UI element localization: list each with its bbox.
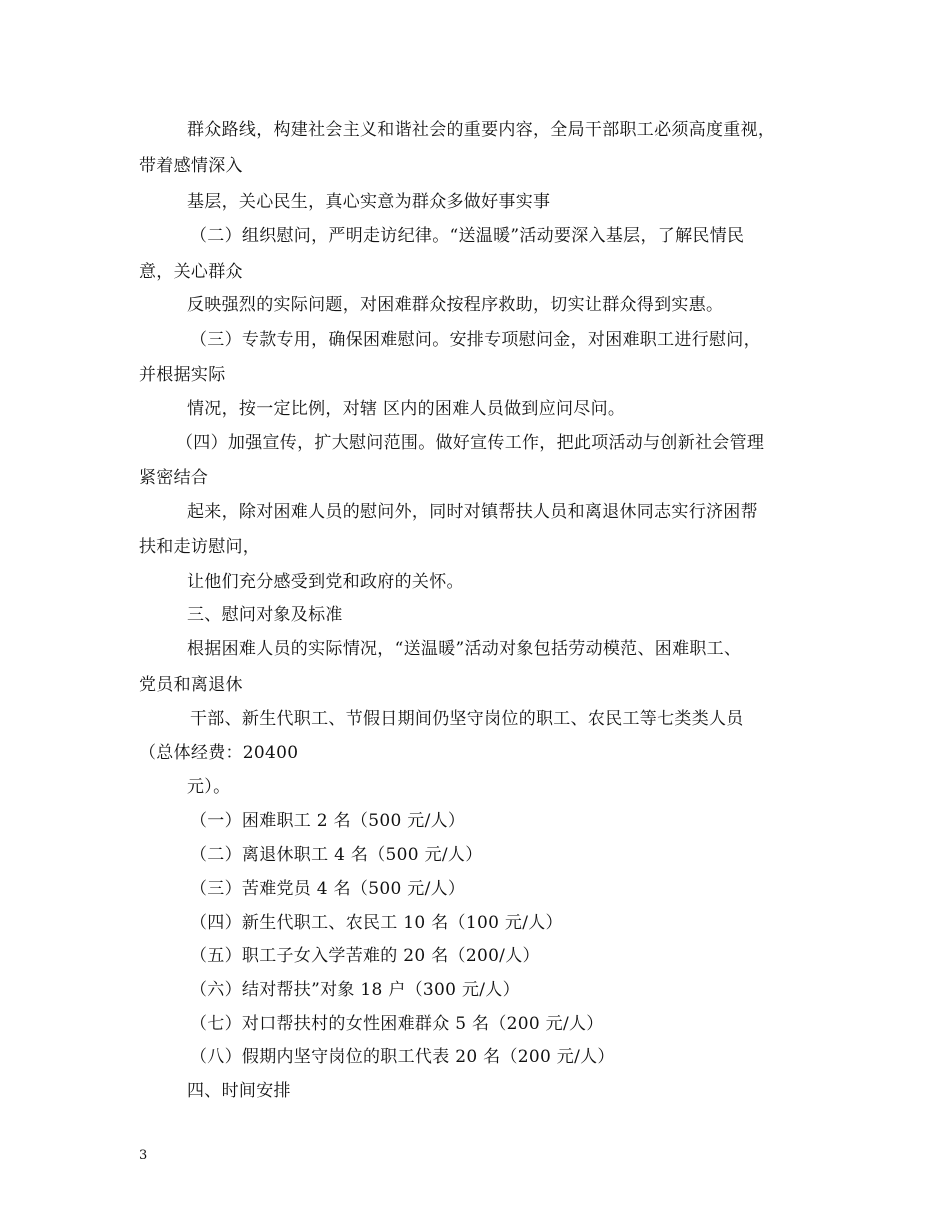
list-item: （四）新生代职工、农民工 10 名（100 元/人） [190,913,563,933]
text-line: （四）加强宣传，扩大慰问范围。做好宣传工作，把此项活动与创新社会管理 [176,433,765,453]
list-item: （七）对口帮扶村的女性困难群众 5 名（200 元/人） [190,1014,604,1034]
text-line: 群众路线，构建社会主义和谐社会的重要内容，全局干部职工必须高度重视， [187,120,776,140]
text-line: （总体经费：20400 [139,743,299,763]
text-line: 元）。 [187,777,231,797]
text-line: 基层，关心民生，真心实意为群众多做好事实事 [187,192,551,212]
text-line: 并根据实际 [139,365,226,385]
text-line: 根据困难人员的实际情况，“送温暖”活动对象包括劳动模范、困难职工、 [187,639,742,659]
text-line: 让他们充分感受到党和政府的关怀。 [187,572,464,592]
list-item: （五）职工子女入学苦难的 20 名（200/人） [190,946,540,966]
text-line: 带着感情深入 [139,156,243,176]
list-item: （六）结对帮扶”对象 18 户（300 元/人） [190,980,520,1000]
section-heading: 四、时间安排 [187,1081,291,1101]
text-line: 意，关心群众 [139,262,243,282]
text-line: 扶和走访慰问， [139,537,261,557]
section-heading: 三、慰问对象及标准 [187,605,343,625]
page-number: 3 [139,1148,148,1163]
text-line: （三）专款专用，确保困难慰问。安排专项慰问金，对困难职工进行慰问， [190,330,761,350]
list-item: （三）苦难党员 4 名（500 元/人） [190,879,466,899]
text-line: 紧密结合 [139,468,209,488]
text-line: 干部、新生代职工、节假日期间仍坚守岗位的职工、农民工等七类类人员 [190,709,744,729]
text-line: （二）组织慰问，严明走访纪律。“送温暖”活动要深入基层，了解民情民 [190,226,745,246]
list-item: （一）困难职工 2 名（500 元/人） [190,811,466,831]
text-line: 情况，按一定比例，对辖 区内的困难人员做到应问尽问。 [187,399,626,419]
list-item: （二）离退休职工 4 名（500 元/人） [190,845,483,865]
text-line: 党员和离退休 [139,675,243,695]
list-item: （八）假期内坚守岗位的职工代表 20 名（200 元/人） [190,1047,615,1067]
text-line: 反映强烈的实际问题，对困难群众按程序救助，切实让群众得到实惠。 [187,295,724,315]
text-line: 起来，除对困难人员的慰问外，同时对镇帮扶人员和离退休同志实行济困帮 [187,502,758,522]
